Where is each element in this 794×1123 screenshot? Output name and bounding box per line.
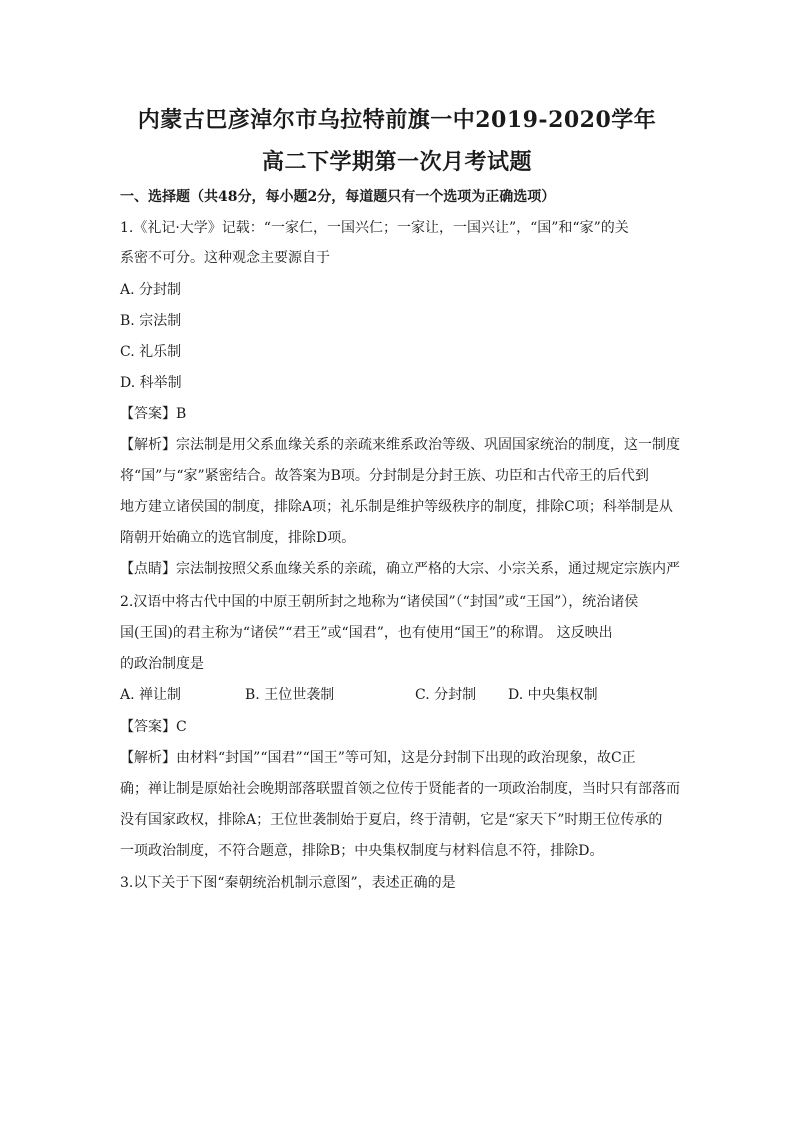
q1-option-b: B. 宗法制	[120, 313, 182, 329]
q2-analysis-line-3: 没有国家政权，排除A；王位世袭制始于夏启，终于清朝，它是“家天下”时期王位传承的	[120, 812, 663, 828]
q2-option-a: A. 禅让制	[120, 687, 182, 703]
q1-analysis-line-1: 【解析】宗法制是用父系血缘关系的亲疏来维系政治等级、巩固国家统治的制度，这一制度	[120, 437, 680, 453]
title-line-1: 内蒙古巴彦淖尔市乌拉特前旗一中2019-2020学年	[137, 107, 657, 133]
q1-stem-line-1: 1.《礼记·大学》记载：“一家仁，一国兴仁；一家让，一国兴让”，“国”和“家”的关	[120, 220, 629, 236]
q2-stem-line-1: 2.汉语中将古代中国的中原王朝所封之地称为“诸侯国”（“封国”或“王国”），统治诸侯	[120, 594, 639, 610]
q1-analysis-line-3: 地方建立诸侯国的制度，排除A项；礼乐制是维护等级秩序的制度，排除C项；科举制是从	[120, 499, 673, 515]
q1-option-a: A. 分封制	[120, 282, 182, 298]
q1-stem-line-2: 系密不可分。这种观念主要源自于	[120, 250, 330, 266]
q1-analysis-line-2: 将“国”与“家”紧密结合。故答案为B项。分封制是分封王族、功臣和古代帝王的后代到	[120, 468, 649, 484]
q2-analysis-line-1: 【解析】由材料“封国”“国君”“国王”等可知，这是分封制下出现的政治现象，故C正	[120, 750, 636, 766]
q2-option-c: C. 分封制	[415, 687, 477, 703]
q2-analysis-line-2: 确；禅让制是原始社会晚期部落联盟首领之位传于贤能者的一项政治制度，当时只有部落而	[120, 781, 680, 797]
title-line-2: 高二下学期第一次月考试题	[261, 149, 532, 175]
q1-option-c: C. 礼乐制	[120, 344, 182, 360]
q1-answer: 【答案】B	[120, 406, 187, 422]
q2-option-b: B. 王位世袭制	[245, 687, 335, 703]
q1-note: 【点睛】宗法制按照父系血缘关系的亲疏，确立严格的大宗、小宗关系，通过规定宗族内严	[120, 561, 680, 577]
q2-stem-line-3: 的政治制度是	[120, 656, 204, 672]
q1-analysis-line-4: 隋朝开始确立的选官制度，排除D项。	[120, 530, 356, 546]
q2-analysis-line-4: 一项政治制度，不符合题意，排除B；中央集权制度与材料信息不符，排除D。	[120, 843, 604, 859]
q2-answer: 【答案】C	[120, 719, 187, 735]
section-heading: 一、选择题（共48分，每小题2分，每道题只有一个选项为正确选项）	[120, 189, 556, 205]
q3-stem-line-1: 3.以下关于下图“秦朝统治机制示意图”，表述正确的是	[120, 875, 456, 891]
q1-option-d: D. 科举制	[120, 375, 182, 391]
q2-stem-line-2: 国(王国)的君主称为“诸侯”“君王”或“国君”，也有使用“国王”的称谓。 这反映出	[120, 625, 613, 641]
q2-option-d: D. 中央集权制	[508, 687, 598, 703]
